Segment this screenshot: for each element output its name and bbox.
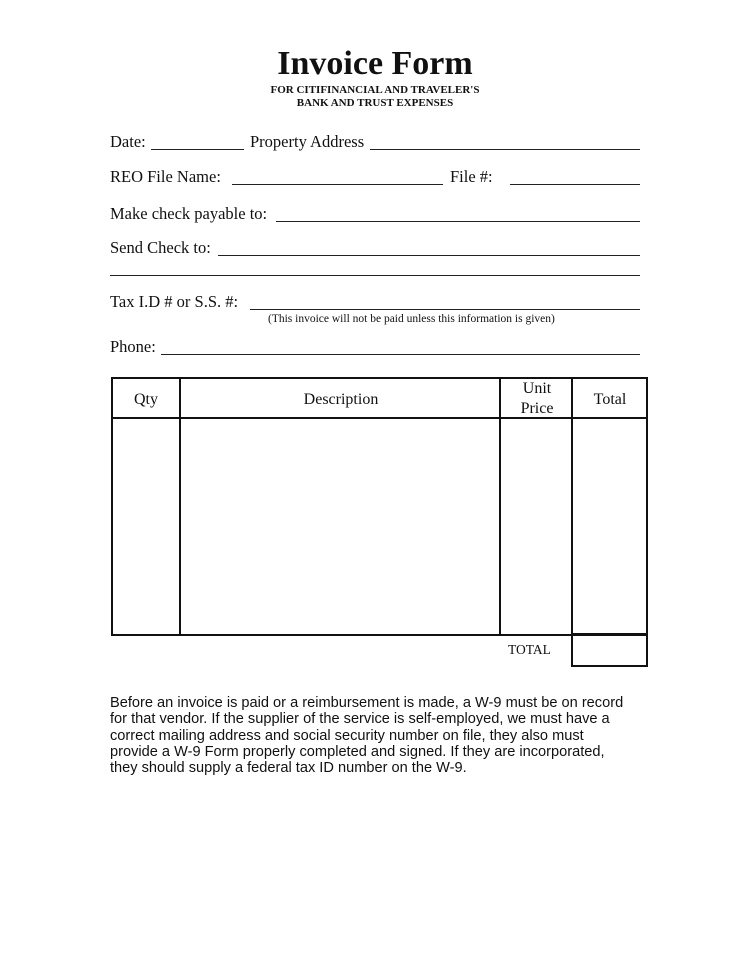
date-label: Date: <box>110 132 146 151</box>
send-check-label: Send Check to: <box>110 238 211 257</box>
phone-label: Phone: <box>110 337 156 356</box>
file-number-label: File #: <box>450 167 493 186</box>
reo-file-name-label: REO File Name: <box>110 167 221 186</box>
phone-field[interactable] <box>161 354 640 355</box>
notice-line: provide a W-9 Form properly completed and signed. If they are incorporated, <box>110 743 605 760</box>
send-check-field-line-2[interactable] <box>110 275 640 276</box>
notice-line: they should supply a federal tax ID number on the W-9. <box>110 760 467 777</box>
make-check-payable-field[interactable] <box>276 221 640 222</box>
file-number-field[interactable] <box>510 184 640 185</box>
total-label: TOTAL <box>508 642 551 657</box>
tax-id-field[interactable] <box>250 309 640 310</box>
header-description: Description <box>303 391 379 408</box>
subtitle-line-2: BANK AND TRUST EXPENSES <box>296 97 454 109</box>
notice-line: for that vendor. If the supplier of the service is self-employed, we must have a <box>110 711 610 728</box>
header-qty: Qty <box>134 391 158 408</box>
description-cell[interactable] <box>181 420 499 633</box>
header-unit-price-line-2: Price <box>520 400 554 417</box>
qty-cell[interactable] <box>113 420 179 633</box>
grand-total-field[interactable] <box>571 633 648 667</box>
page-title: Invoice Form <box>277 45 473 82</box>
header-unit-price-line-1: Unit <box>522 380 552 397</box>
unit-price-cell[interactable] <box>502 420 571 633</box>
header-total: Total <box>593 391 627 408</box>
subtitle-line-1: FOR CITIFINANCIAL AND TRAVELER'S <box>270 84 480 96</box>
notice-line: correct mailing address and social security number on file, they also must <box>110 727 584 744</box>
tax-id-note: (This invoice will not be paid unless this information is given) <box>268 313 555 325</box>
send-check-field[interactable] <box>218 255 640 256</box>
property-address-label: Property Address <box>250 132 365 151</box>
tax-id-label: Tax I.D # or S.S. #: <box>110 292 239 311</box>
property-address-field[interactable] <box>370 149 640 150</box>
make-check-payable-label: Make check payable to: <box>110 204 268 223</box>
w9-notice <box>110 695 623 776</box>
date-field[interactable] <box>151 149 244 150</box>
reo-file-name-field[interactable] <box>232 184 443 185</box>
total-cell[interactable] <box>574 420 646 633</box>
notice-line: Before an invoice is paid or a reimbursement is made, a W-9 must be on record <box>110 695 624 711</box>
